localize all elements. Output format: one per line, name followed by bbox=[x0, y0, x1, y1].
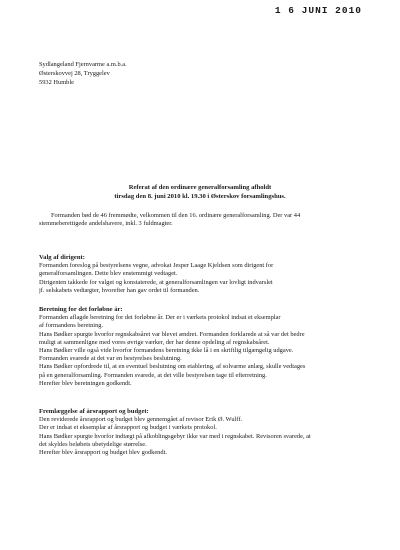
body-line: Den reviderede årsrapport og budget blev gennemgået af revisor Erik Ø. Wulff. bbox=[39, 416, 243, 424]
body-line: generalforsamlingen. Dette blev enstemmigt vedtaget. bbox=[39, 270, 178, 278]
body-line: Hans Bødker opfordrede til, at en eventuel beslutning om etablering, af solvarme anlæg, skulle vedtages bbox=[39, 363, 306, 371]
section-heading: Fremlæggelse af årsrapport og budget: bbox=[39, 408, 149, 415]
sender-name: Sydlangeland Fjernvarme a.m.b.a. bbox=[39, 61, 127, 68]
received-date-stamp: 1 6 JUNI 2010 bbox=[274, 5, 362, 16]
body-line: Formanden svarede at det var en bestyrelses beslutning. bbox=[39, 355, 182, 363]
body-line: Dirigenten takkede for valget og konstaterede, at generalforsamlingen var lovligt indvarslet bbox=[39, 278, 273, 286]
body-line: Hans Bødker spurgte hvorfor regnskabsåret var blevet ændret. Formanden forklarede at så var det bedre bbox=[39, 330, 305, 338]
section-dirigent bbox=[39, 254, 384, 295]
intro-paragraph bbox=[39, 212, 384, 228]
body-line: muligt at sammenligne med vores øvrige værker, der har denne opdeling af regnskabsåret. bbox=[39, 338, 270, 346]
body-line: Der er indsat et eksemplar af årsrapport og budget i værkets protokol. bbox=[39, 424, 217, 432]
body-line: Formanden aflagde beretning for det forløbne år. Der er i værkets protokol indsat et eksemplar bbox=[39, 314, 281, 322]
body-line: jf. selskabets vedtægter, hvorefter han gav ordet til formanden. bbox=[39, 286, 200, 294]
body-line: Herefter blev årsrapport og budget blev godkendt. bbox=[39, 449, 167, 457]
sender-street: Østerskovvej 28, Tryggelev bbox=[39, 70, 110, 77]
body-line: af formandens beretning. bbox=[39, 322, 104, 330]
sender-address bbox=[39, 60, 127, 87]
intro-line: stemmeberettigede andelshavere, inkl. 3 fuldmagter. bbox=[39, 220, 173, 228]
sender-city: 5932 Humble bbox=[39, 79, 74, 86]
body-line: det skyldes beløbets ubetydelige størrelse. bbox=[39, 440, 147, 448]
intro-line: Formanden bød de 46 fremmødte, velkommen til den 16. ordinære generalforsamling. Der var 44 bbox=[51, 212, 301, 219]
title-line-1: Referat af den ordinære generalforsamling afholdt bbox=[128, 184, 272, 191]
section-aarsrapport bbox=[39, 408, 384, 457]
document-title bbox=[0, 183, 400, 201]
section-heading: Beretning for det forløbne år: bbox=[39, 306, 123, 313]
body-line: Hans Bødker spurgte hvorfor indtægt på afkoblingsgebyr ikke var med i regnskabet. Revisoren svarede, at bbox=[39, 432, 311, 440]
body-line: Herefter blev beretningen godkendt. bbox=[39, 379, 132, 387]
title-line-2: tirsdag den 8. juni 2010 kl. 19.30 i Østerskov forsamlingshus. bbox=[114, 193, 286, 200]
body-line: Formanden foreslog på bestyrelsens vegne, advokat Jesper Laage Kjeldsen som dirigent for bbox=[39, 262, 274, 270]
body-line: Hans Bødker ville også vide hvorfor formandens beretning ikke lå i en skriftlig tilgængelig udgave. bbox=[39, 347, 294, 355]
section-heading: Valg af dirigent: bbox=[39, 254, 85, 261]
section-beretning bbox=[39, 306, 384, 388]
body-line: på en generalforsamling. Formanden svarede, at det ville bestyrelsen tage til efterretning. bbox=[39, 371, 267, 379]
